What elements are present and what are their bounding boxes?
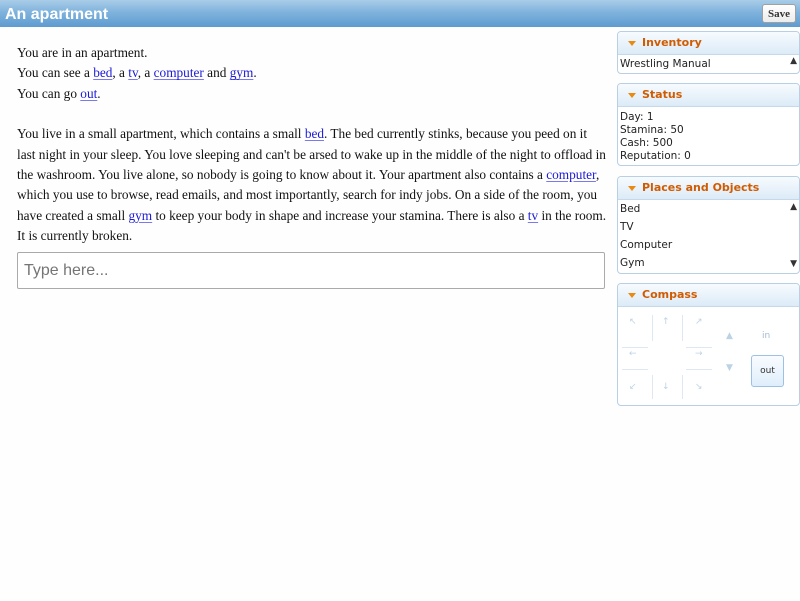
status-title: Status bbox=[642, 88, 683, 101]
compass-out-button[interactable]: out bbox=[751, 355, 784, 387]
go-prefix: You can go bbox=[17, 85, 81, 101]
compass-header[interactable] bbox=[618, 284, 799, 307]
places-title: Places and Objects bbox=[642, 181, 760, 194]
compass-title: Compass bbox=[642, 288, 698, 301]
object-link-bed[interactable]: bed bbox=[93, 65, 113, 81]
status-day: Day: 1 bbox=[620, 111, 654, 123]
title-bar bbox=[0, 0, 800, 27]
separator: , a bbox=[112, 65, 129, 81]
inventory-item[interactable]: Wrestling Manual bbox=[620, 58, 711, 70]
south-arrow-icon[interactable]: ↓ bbox=[662, 382, 670, 392]
places-list bbox=[618, 200, 799, 272]
collapse-arrow-icon bbox=[628, 93, 636, 98]
description-text: , which you use to browse, read emails, and most importantly, search for indy jobs. On a side of the room, you have created a small bbox=[17, 167, 600, 223]
desc-link-computer[interactable]: computer bbox=[546, 167, 596, 183]
status-cash: Cash: 500 bbox=[620, 137, 673, 149]
intro-line bbox=[17, 43, 607, 63]
places-header[interactable] bbox=[618, 177, 799, 200]
see-prefix: You can see a bbox=[17, 65, 94, 81]
exit-link-out[interactable]: out bbox=[80, 85, 98, 101]
description-text: . The bed currently stinks, because you peed on it last night in your sleep. You love sleeping and can't be arsed to wake up in the middle of the night to offload in the washroom. You live alone, so nobody is going to know about it. Your apartment also contains a bbox=[17, 126, 606, 183]
compass-divider bbox=[682, 315, 683, 341]
inventory-title: Inventory bbox=[642, 36, 702, 49]
save-button[interactable]: Save bbox=[762, 4, 796, 23]
place-item-tv[interactable]: TV bbox=[620, 221, 634, 233]
description-text: You live in a small apartment, which contains a small bbox=[17, 126, 305, 142]
southeast-arrow-icon[interactable]: ↘ bbox=[695, 382, 703, 392]
up-arrow-icon[interactable]: ▲ bbox=[726, 331, 733, 341]
inventory-panel bbox=[617, 31, 800, 74]
compass-grid bbox=[618, 307, 799, 403]
description-text: to keep your body in shape and increase your stamina. There is also a bbox=[152, 207, 528, 223]
collapse-arrow-icon bbox=[628, 186, 636, 191]
collapse-arrow-icon bbox=[628, 41, 636, 46]
scroll-down-icon[interactable]: ▼ bbox=[790, 259, 797, 269]
separator: , a bbox=[137, 65, 154, 81]
object-link-computer[interactable]: computer bbox=[153, 65, 204, 81]
inventory-list bbox=[618, 55, 799, 73]
down-arrow-icon[interactable]: ▼ bbox=[726, 363, 733, 373]
compass-divider bbox=[622, 347, 648, 348]
description-text: in the room. It is currently broken. bbox=[17, 207, 607, 244]
compass-divider bbox=[682, 375, 683, 399]
west-arrow-icon[interactable]: ← bbox=[629, 349, 637, 359]
northwest-arrow-icon[interactable]: ↖ bbox=[629, 317, 637, 327]
game-text bbox=[17, 43, 607, 247]
objects-line bbox=[17, 63, 607, 83]
period: . bbox=[97, 85, 101, 101]
compass-divider bbox=[622, 369, 648, 370]
scroll-up-icon[interactable]: ▲ bbox=[790, 56, 797, 66]
desc-link-tv[interactable]: tv bbox=[527, 207, 539, 223]
southwest-arrow-icon[interactable]: ↙ bbox=[629, 382, 637, 392]
separator: and bbox=[203, 65, 230, 81]
collapse-arrow-icon bbox=[628, 293, 636, 298]
compass-divider bbox=[652, 375, 653, 399]
status-list bbox=[618, 107, 799, 163]
object-link-gym[interactable]: gym bbox=[229, 65, 254, 81]
desc-link-bed[interactable]: bed bbox=[304, 126, 325, 142]
compass-panel bbox=[617, 283, 800, 406]
intro-text: You are in an apartment. bbox=[17, 45, 148, 60]
places-panel bbox=[617, 176, 800, 274]
scroll-up-icon[interactable]: ▲ bbox=[790, 202, 797, 212]
status-stamina: Stamina: 50 bbox=[620, 124, 684, 136]
compass-divider bbox=[686, 347, 712, 348]
desc-link-gym[interactable]: gym bbox=[128, 207, 153, 223]
exits-line bbox=[17, 84, 607, 104]
place-item-bed[interactable]: Bed bbox=[620, 203, 641, 215]
status-reputation: Reputation: 0 bbox=[620, 150, 691, 162]
inventory-header[interactable] bbox=[618, 32, 799, 55]
room-description bbox=[17, 124, 607, 246]
status-header[interactable] bbox=[618, 84, 799, 107]
window-title: An apartment bbox=[5, 6, 109, 23]
compass-divider bbox=[686, 369, 712, 370]
east-arrow-icon[interactable]: → bbox=[695, 349, 703, 359]
place-item-computer[interactable]: Computer bbox=[620, 239, 673, 251]
object-link-tv[interactable]: tv bbox=[128, 65, 138, 81]
northeast-arrow-icon[interactable]: ↗ bbox=[695, 317, 703, 327]
compass-divider bbox=[652, 315, 653, 341]
period: . bbox=[253, 65, 257, 81]
status-panel bbox=[617, 83, 800, 166]
place-item-gym[interactable]: Gym bbox=[620, 257, 645, 269]
command-input[interactable] bbox=[17, 252, 605, 289]
north-arrow-icon[interactable]: ↑ bbox=[662, 317, 670, 327]
compass-in-button[interactable]: in bbox=[762, 331, 771, 341]
